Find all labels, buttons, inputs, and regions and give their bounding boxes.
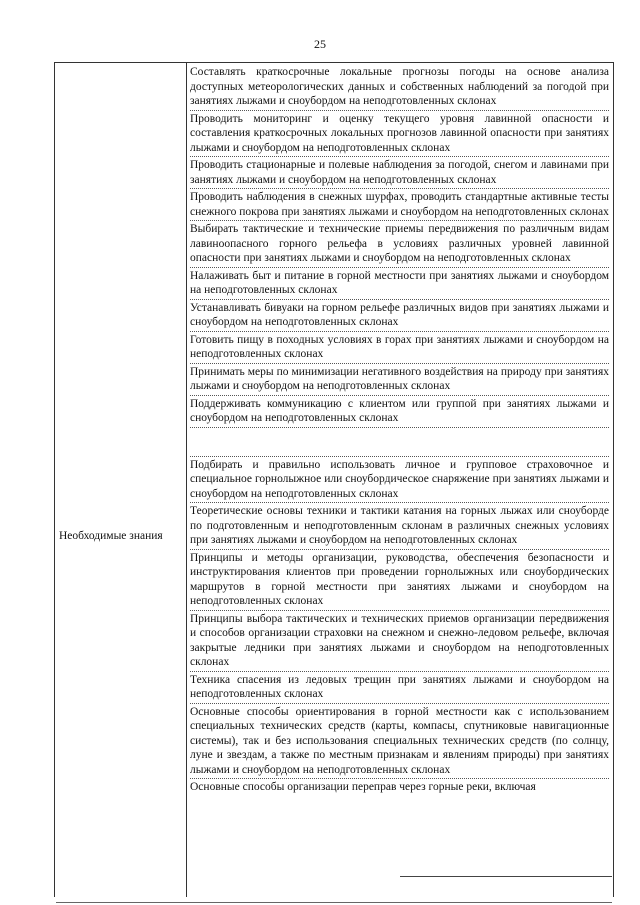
table-row: Проводить стационарные и полевые наблюдения за погодой, снегом и лавинами при занятиях лыжами и сноубордом на неподготовленных склонах [190,158,609,189]
table-row: Принципы выбора тактических и технических приемов организации передвижения и способов организации страховки на снежном и снежно-ледовом рельефе, включая закрытые ледники при занятиях лыжами и сноубордом на неподготовленных склонах [190,612,609,672]
table-row: Составлять краткосрочные локальные прогнозы погоды на основе анализа доступных метеорологических данных и собственных наблюдений за погодой при занятиях лыжами и сноубордом на неподготовленных склонах [190,65,609,111]
table-row: Проводить наблюдения в снежных шурфах, проводить стандартные активные тесты снежного покрова при занятиях лыжами и сноубордом на неподготовленных склонах [190,190,609,221]
table-row: Поддерживать коммуникацию с клиентом или группой при занятиях лыжами и сноубордом на неподготовленных склонах [190,397,609,428]
table-row: Принципы и методы организации, руководства, обеспечения безопасности и инструктирования клиентов при проведении горнолыжных или сноубордических маршрутов в горной местности при занятиях лыжами и сноубордом на неподготовленных склонах [190,551,609,611]
table-row: Устанавливать бивуаки на горном рельефе различных видов при занятиях лыжами и сноубордом на неподготовленных склонах [190,301,609,332]
skills-table [54,62,614,897]
table-row: Основные способы организации переправ через горные реки, включая [190,781,536,793]
table-row-empty [190,429,609,457]
table-row: Проводить мониторинг и оценку текущего уровня лавинной опасности и составления краткосрочных локальных прогнозов лавинной опасности при занятиях лыжами и сноубордом на неподготовленных склонах [190,112,609,158]
table-row: Готовить пищу в походных условиях в горах при занятиях лыжами и сноубордом на неподготовленных склонах [190,333,609,364]
table-row: Выбирать тактические и технические приемы передвижения по различным видам лавиноопасного горного рельефа в условиях различных уровней лавинной опасности при занятиях лыжами и сноубордом на неподготовленных склонах [190,222,609,268]
table-row: Теоретические основы техники и тактики катания на горных лыжах или сноуборде по подготовленным и неподготовленным склонам в различных снежных условиях при занятиях лыжами и сноубордом на неподготовленных склонах [190,504,609,550]
table-row: Техника спасения из ледовых трещин при занятиях лыжами и сноубордом на неподготовленных склонах [190,673,609,704]
table-rows [190,65,609,798]
column-divider [186,63,187,897]
section-label-knowledge: Необходимые знания [59,530,163,542]
table-row: Налаживать быт и питание в горной местности при занятиях лыжами и сноубордом на неподготовленных склонах [190,269,609,300]
table-row: Принимать меры по минимизации негативного воздействия на природу при занятиях лыжами и сноубордом на неподготовленных склонах [190,365,609,396]
table-row: Подбирать и правильно использовать личное и групповое страховочное и специальное горнолыжное или сноубордическое снаряжение при занятиях лыжами и сноубордом на неподготовленных склонах [190,458,609,504]
bottom-rule [400,876,612,877]
bottom-rule [56,902,612,903]
page-number: 25 [314,37,326,51]
table-row: Основные способы ориентирования в горной местности как с использованием специальных технических средств (карты, компасы, спутниковые навигационные системы), так и без использования специальных технических средств (по солнцу, луне и звездам, а также по местным признакам и явлениям природы) при занятиях лыжами и сноубордом на неподготовленных склонах [190,705,609,780]
